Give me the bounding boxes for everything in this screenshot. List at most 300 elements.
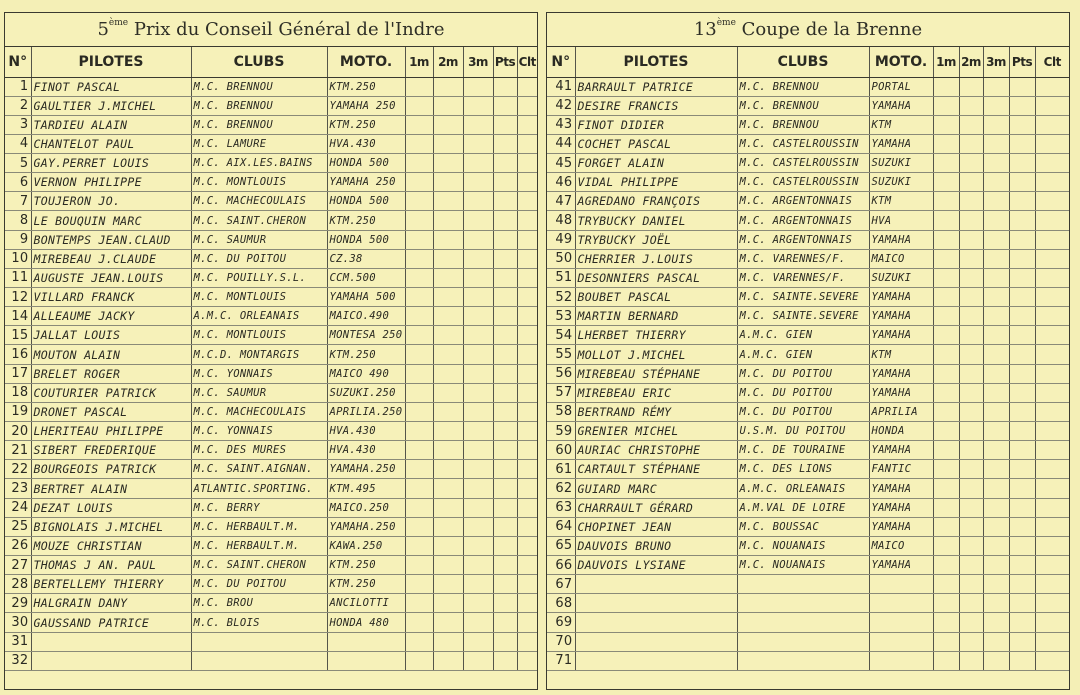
motorcycle: HONDA 500 <box>327 230 405 249</box>
classement-cell <box>1035 460 1069 479</box>
pilot-name: BERTRAND RÉMY <box>575 402 737 421</box>
classement-cell <box>517 364 537 383</box>
classement-cell <box>517 460 537 479</box>
club-name: M.C. SAUMUR <box>191 230 327 249</box>
manche-3-cell <box>983 77 1009 96</box>
classement-cell <box>1035 594 1069 613</box>
table-row <box>547 422 1069 441</box>
pilot-name: GRENIER MICHEL <box>575 422 737 441</box>
motorcycle: SUZUKI <box>869 154 933 173</box>
manche-2-cell <box>959 211 983 230</box>
table-row <box>547 115 1069 134</box>
table-row <box>5 402 537 421</box>
points-cell <box>493 115 517 134</box>
row-number: 20 <box>5 422 31 441</box>
pilot-name: DEZAT LOUIS <box>31 498 191 517</box>
table-row <box>547 383 1069 402</box>
classement-cell <box>1035 249 1069 268</box>
points-cell <box>493 268 517 287</box>
motorcycle: YAMAHA <box>869 230 933 249</box>
motorcycle: YAMAHA <box>869 383 933 402</box>
manche-3-cell <box>983 364 1009 383</box>
motorcycle: KTM <box>869 192 933 211</box>
pilot-name: JALLAT LOUIS <box>31 326 191 345</box>
pilot-name: DRONET PASCAL <box>31 402 191 421</box>
pilot-name <box>575 651 737 670</box>
row-number: 15 <box>5 326 31 345</box>
motorcycle: CCM.500 <box>327 268 405 287</box>
row-number: 1 <box>5 77 31 96</box>
sheet-title-right <box>547 13 1069 47</box>
header-manche-3: 3m <box>983 47 1009 77</box>
row-number: 57 <box>547 383 575 402</box>
manche-1-cell <box>933 173 959 192</box>
motorcycle: YAMAHA 500 <box>327 288 405 307</box>
points-cell <box>1009 230 1035 249</box>
manche-2-cell <box>959 632 983 651</box>
points-cell <box>493 345 517 364</box>
manche-1-cell <box>405 288 433 307</box>
results-sheet-left <box>4 12 538 690</box>
manche-2-cell <box>959 536 983 555</box>
header-manche-2: 2m <box>959 47 983 77</box>
table-row <box>547 230 1069 249</box>
manche-2-cell <box>433 288 463 307</box>
manche-3-cell <box>983 154 1009 173</box>
motorcycle: KTM.495 <box>327 479 405 498</box>
manche-3-cell <box>463 536 493 555</box>
row-number: 4 <box>5 134 31 153</box>
classement-cell <box>1035 364 1069 383</box>
table-row <box>5 307 537 326</box>
points-cell <box>493 364 517 383</box>
manche-2-cell <box>433 383 463 402</box>
pilot-name: GUIARD MARC <box>575 479 737 498</box>
points-cell <box>1009 460 1035 479</box>
points-cell <box>1009 402 1035 421</box>
pilot-name: FORGET ALAIN <box>575 154 737 173</box>
club-name: A.M.C. GIEN <box>737 345 869 364</box>
manche-3-cell <box>463 77 493 96</box>
table-row <box>547 517 1069 536</box>
points-cell <box>493 230 517 249</box>
club-name <box>191 651 327 670</box>
header-number: N° <box>5 47 31 77</box>
classement-cell <box>517 556 537 575</box>
manche-1-cell <box>405 575 433 594</box>
points-cell <box>1009 345 1035 364</box>
manche-1-cell <box>405 441 433 460</box>
row-number: 26 <box>5 536 31 555</box>
motorcycle: KTM.250 <box>327 345 405 364</box>
manche-3-cell <box>983 422 1009 441</box>
pilot-name: MIREBEAU STÉPHANE <box>575 364 737 383</box>
motorcycle: YAMAHA <box>869 326 933 345</box>
manche-3-cell <box>463 460 493 479</box>
manche-2-cell <box>433 632 463 651</box>
row-number: 56 <box>547 364 575 383</box>
table-row <box>547 326 1069 345</box>
club-name: M.C. ARGENTONNAIS <box>737 211 869 230</box>
motorcycle: YAMAHA <box>869 498 933 517</box>
row-number: 25 <box>5 517 31 536</box>
points-cell <box>1009 594 1035 613</box>
club-name: M.C. VARENNES/F. <box>737 268 869 287</box>
manche-1-cell <box>405 460 433 479</box>
points-cell <box>1009 192 1035 211</box>
row-number: 45 <box>547 154 575 173</box>
points-cell <box>1009 77 1035 96</box>
manche-2-cell <box>959 345 983 364</box>
motorcycle: ANCILOTTI <box>327 594 405 613</box>
table-row <box>547 288 1069 307</box>
club-name: M.C. MONTLOUIS <box>191 288 327 307</box>
manche-1-cell <box>405 594 433 613</box>
row-number: 22 <box>5 460 31 479</box>
club-name: M.C. DES LIONS <box>737 460 869 479</box>
manche-3-cell <box>983 594 1009 613</box>
manche-1-cell <box>933 288 959 307</box>
classement-cell <box>1035 77 1069 96</box>
classement-cell <box>517 134 537 153</box>
club-name <box>737 613 869 632</box>
classement-cell <box>517 575 537 594</box>
motorcycle: MAICO <box>869 249 933 268</box>
points-cell <box>493 402 517 421</box>
motorcycle: YAMAHA <box>869 556 933 575</box>
manche-3-cell <box>983 307 1009 326</box>
manche-1-cell <box>933 192 959 211</box>
table-row <box>547 594 1069 613</box>
pilot-name: BIGNOLAIS J.MICHEL <box>31 517 191 536</box>
row-number: 23 <box>5 479 31 498</box>
manche-2-cell <box>433 536 463 555</box>
table-row <box>5 460 537 479</box>
pilot-name: TOUJERON JO. <box>31 192 191 211</box>
classement-cell <box>1035 230 1069 249</box>
table-row <box>547 134 1069 153</box>
motorcycle: KTM <box>869 345 933 364</box>
club-name: M.C. ARGENTONNAIS <box>737 230 869 249</box>
classement-cell <box>517 345 537 364</box>
manche-3-cell <box>463 575 493 594</box>
manche-3-cell <box>983 249 1009 268</box>
pilot-name: MOUTON ALAIN <box>31 345 191 364</box>
row-number: 51 <box>547 268 575 287</box>
manche-2-cell <box>433 326 463 345</box>
table-row <box>5 326 537 345</box>
manche-1-cell <box>405 77 433 96</box>
row-number: 52 <box>547 288 575 307</box>
manche-3-cell <box>983 96 1009 115</box>
manche-2-cell <box>959 441 983 460</box>
header-manche-1: 1m <box>933 47 959 77</box>
table-row <box>547 651 1069 670</box>
table-row <box>5 115 537 134</box>
classement-cell <box>517 517 537 536</box>
pilot-name: VILLARD FRANCK <box>31 288 191 307</box>
club-name: M.C. CASTELROUSSIN <box>737 154 869 173</box>
motorcycle <box>869 594 933 613</box>
header-classement: Clt <box>517 47 537 77</box>
points-cell <box>1009 441 1035 460</box>
manche-1-cell <box>933 632 959 651</box>
points-cell <box>493 154 517 173</box>
motorcycle: HONDA 500 <box>327 154 405 173</box>
club-name: M.C. BROU <box>191 594 327 613</box>
manche-1-cell <box>405 154 433 173</box>
classement-cell <box>1035 173 1069 192</box>
manche-2-cell <box>433 134 463 153</box>
club-name: M.C. MACHECOULAIS <box>191 192 327 211</box>
motorcycle: YAMAHA <box>869 479 933 498</box>
motorcycle <box>327 632 405 651</box>
row-number: 7 <box>5 192 31 211</box>
club-name: M.C. CASTELROUSSIN <box>737 173 869 192</box>
club-name: M.C. SAINTE.SEVERE <box>737 307 869 326</box>
classement-cell <box>517 422 537 441</box>
motorcycle: YAMAHA <box>869 134 933 153</box>
manche-3-cell <box>983 326 1009 345</box>
table-row <box>547 268 1069 287</box>
manche-3-cell <box>983 613 1009 632</box>
row-number: 62 <box>547 479 575 498</box>
row-number: 8 <box>5 211 31 230</box>
points-cell <box>1009 479 1035 498</box>
club-name: M.C. POUILLY.S.L. <box>191 268 327 287</box>
pilot-name: FINOT DIDIER <box>575 115 737 134</box>
manche-1-cell <box>405 115 433 134</box>
row-number: 54 <box>547 326 575 345</box>
pilot-name <box>575 613 737 632</box>
motorcycle: HVA.430 <box>327 422 405 441</box>
row-number: 68 <box>547 594 575 613</box>
motorcycle: SUZUKI <box>869 173 933 192</box>
points-cell <box>493 651 517 670</box>
manche-2-cell <box>959 402 983 421</box>
club-name: M.C. HERBAULT.M. <box>191 536 327 555</box>
manche-2-cell <box>433 460 463 479</box>
points-cell <box>1009 96 1035 115</box>
manche-2-cell <box>433 268 463 287</box>
points-cell <box>493 134 517 153</box>
pilot-name: SIBERT FREDERIQUE <box>31 441 191 460</box>
pilot-name: COCHET PASCAL <box>575 134 737 153</box>
row-number: 61 <box>547 460 575 479</box>
points-cell <box>1009 154 1035 173</box>
manche-2-cell <box>433 422 463 441</box>
points-cell <box>493 594 517 613</box>
manche-1-cell <box>933 326 959 345</box>
manche-3-cell <box>463 345 493 364</box>
classement-cell <box>1035 498 1069 517</box>
table-row <box>5 230 537 249</box>
classement-cell <box>1035 536 1069 555</box>
manche-3-cell <box>983 479 1009 498</box>
manche-3-cell <box>463 96 493 115</box>
pilot-name: AUGUSTE JEAN.LOUIS <box>31 268 191 287</box>
club-name: M.C. BRENNOU <box>737 115 869 134</box>
manche-3-cell <box>463 556 493 575</box>
points-cell <box>493 77 517 96</box>
motorcycle: HVA.430 <box>327 441 405 460</box>
manche-3-cell <box>983 441 1009 460</box>
classement-cell <box>517 173 537 192</box>
classement-cell <box>517 536 537 555</box>
pilots-table-right <box>547 47 1069 671</box>
manche-1-cell <box>933 498 959 517</box>
classement-cell <box>517 441 537 460</box>
motorcycle: YAMAHA.250 <box>327 460 405 479</box>
manche-2-cell <box>433 154 463 173</box>
club-name: M.C. BOUSSAC <box>737 517 869 536</box>
motorcycle <box>869 575 933 594</box>
club-name: M.C. DU POITOU <box>737 402 869 421</box>
table-row <box>547 575 1069 594</box>
manche-1-cell <box>933 77 959 96</box>
points-cell <box>1009 556 1035 575</box>
pilot-name <box>575 575 737 594</box>
header-manche-1: 1m <box>405 47 433 77</box>
table-row <box>5 517 537 536</box>
manche-3-cell <box>983 498 1009 517</box>
club-name: M.C. DE TOURAINE <box>737 441 869 460</box>
title-number: 5 <box>97 19 109 40</box>
motorcycle: KTM.250 <box>327 556 405 575</box>
manche-3-cell <box>463 498 493 517</box>
table-row <box>5 556 537 575</box>
points-cell <box>1009 575 1035 594</box>
manche-3-cell <box>983 556 1009 575</box>
manche-3-cell <box>463 479 493 498</box>
points-cell <box>493 536 517 555</box>
points-cell <box>493 632 517 651</box>
manche-2-cell <box>433 77 463 96</box>
classement-cell <box>1035 115 1069 134</box>
club-name: M.C. SAINTE.SEVERE <box>737 288 869 307</box>
manche-1-cell <box>933 345 959 364</box>
manche-1-cell <box>933 96 959 115</box>
header-number: N° <box>547 47 575 77</box>
table-row <box>547 364 1069 383</box>
manche-1-cell <box>405 422 433 441</box>
table-row <box>547 536 1069 555</box>
points-cell <box>493 326 517 345</box>
points-cell <box>1009 249 1035 268</box>
motorcycle: YAMAHA <box>869 307 933 326</box>
table-row <box>547 441 1069 460</box>
club-name: M.C. SAINT.CHERON <box>191 211 327 230</box>
points-cell <box>493 479 517 498</box>
classement-cell <box>517 154 537 173</box>
row-number: 71 <box>547 651 575 670</box>
title-text: Prix du Conseil Général de l'Indre <box>128 19 445 40</box>
manche-3-cell <box>463 517 493 536</box>
manche-2-cell <box>433 402 463 421</box>
manche-1-cell <box>405 268 433 287</box>
motorcycle: HONDA <box>869 422 933 441</box>
pilot-name: MIREBEAU J.CLAUDE <box>31 249 191 268</box>
manche-1-cell <box>405 651 433 670</box>
classement-cell <box>517 249 537 268</box>
manche-2-cell <box>959 134 983 153</box>
manche-3-cell <box>463 154 493 173</box>
club-name <box>737 594 869 613</box>
table-row <box>5 249 537 268</box>
table-row <box>5 575 537 594</box>
manche-3-cell <box>983 192 1009 211</box>
table-row <box>5 441 537 460</box>
manche-1-cell <box>933 383 959 402</box>
motorcycle: MAICO 490 <box>327 364 405 383</box>
manche-3-cell <box>463 613 493 632</box>
club-name: A.M.C. ORLEANAIS <box>737 479 869 498</box>
row-number: 53 <box>547 307 575 326</box>
points-cell <box>1009 517 1035 536</box>
pilot-name: CHERRIER J.LOUIS <box>575 249 737 268</box>
manche-3-cell <box>463 211 493 230</box>
classement-cell <box>1035 134 1069 153</box>
manche-3-cell <box>983 651 1009 670</box>
manche-2-cell <box>959 498 983 517</box>
table-row <box>547 154 1069 173</box>
club-name <box>737 575 869 594</box>
row-number: 17 <box>5 364 31 383</box>
classement-cell <box>1035 479 1069 498</box>
table-row <box>547 173 1069 192</box>
motorcycle <box>869 632 933 651</box>
pilot-name: MIREBEAU ERIC <box>575 383 737 402</box>
points-cell <box>1009 173 1035 192</box>
manche-1-cell <box>933 517 959 536</box>
row-number: 44 <box>547 134 575 153</box>
table-row <box>5 536 537 555</box>
motorcycle: KAWA.250 <box>327 536 405 555</box>
table-row <box>5 173 537 192</box>
pilot-name: DESONNIERS PASCAL <box>575 268 737 287</box>
manche-1-cell <box>405 517 433 536</box>
classement-cell <box>517 230 537 249</box>
classement-cell <box>1035 307 1069 326</box>
club-name: M.C. YONNAIS <box>191 422 327 441</box>
classement-cell <box>517 326 537 345</box>
manche-3-cell <box>463 288 493 307</box>
manche-3-cell <box>463 326 493 345</box>
points-cell <box>493 211 517 230</box>
club-name: M.C.D. MONTARGIS <box>191 345 327 364</box>
manche-1-cell <box>405 307 433 326</box>
motorcycle: KTM.250 <box>327 115 405 134</box>
row-number: 67 <box>547 575 575 594</box>
pilot-name: BRELET ROGER <box>31 364 191 383</box>
pilot-name: BOUBET PASCAL <box>575 288 737 307</box>
manche-1-cell <box>933 460 959 479</box>
motorcycle: HVA <box>869 211 933 230</box>
classement-cell <box>517 479 537 498</box>
pilot-name: VERNON PHILIPPE <box>31 173 191 192</box>
motorcycle: KTM.250 <box>327 211 405 230</box>
pilot-name: GAY.PERRET LOUIS <box>31 154 191 173</box>
manche-2-cell <box>959 613 983 632</box>
pilot-name: ALLEAUME JACKY <box>31 307 191 326</box>
row-number: 70 <box>547 632 575 651</box>
table-row <box>5 594 537 613</box>
table-row <box>547 613 1069 632</box>
manche-3-cell <box>463 268 493 287</box>
points-cell <box>493 613 517 632</box>
manche-3-cell <box>983 345 1009 364</box>
club-name: A.M.VAL DE LOIRE <box>737 498 869 517</box>
